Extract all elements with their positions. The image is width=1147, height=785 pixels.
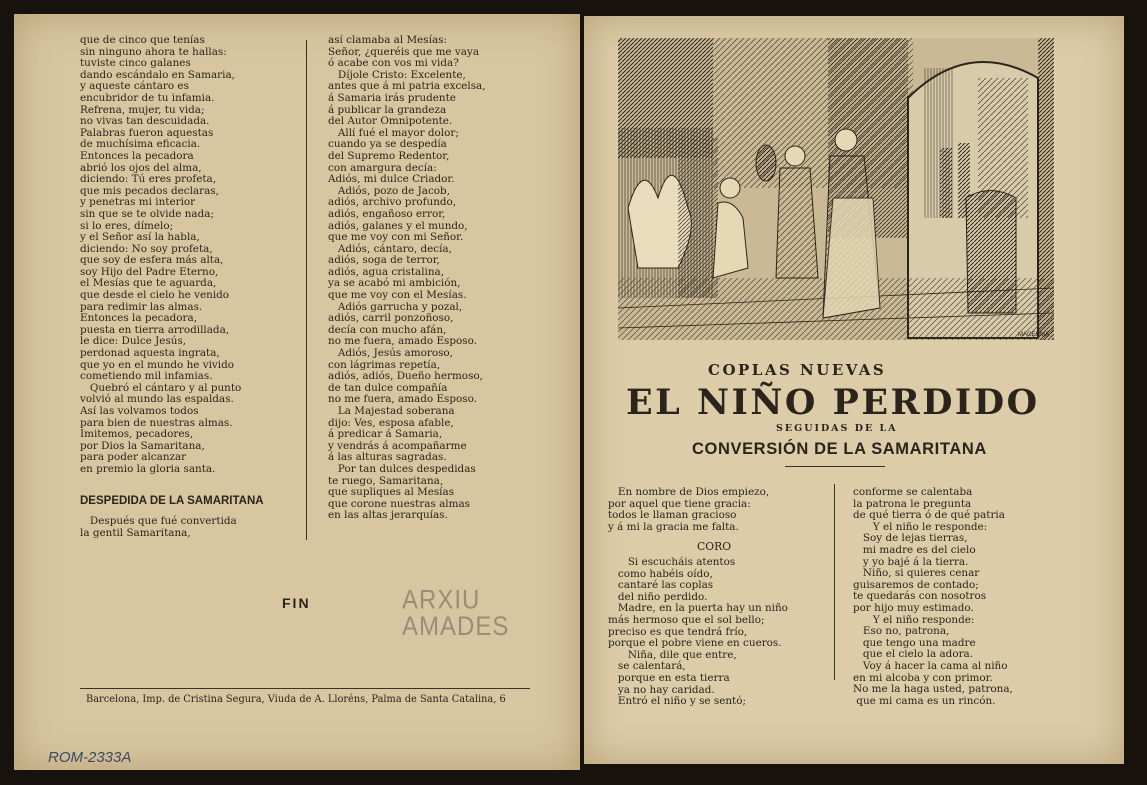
verse-line: conforme se calentaba — [853, 486, 973, 498]
coro-label: CORO — [697, 540, 732, 553]
verse-line: que tengo una madre — [853, 636, 976, 649]
verse-line: encubridor de tu infamia. — [80, 91, 215, 104]
verse-line: y penetras mi interior — [80, 196, 196, 209]
imprint-line: Barcelona, Imp. de Cristina Segura, Viuda de A. Lloréns, Palma de Santa Catalina, 6 — [86, 694, 506, 705]
verse-line: por hijo muy estimado. — [853, 601, 974, 614]
verse-line: para redimir las almas. — [80, 300, 203, 313]
verse-line: No me la haga usted, patrona, — [853, 683, 1013, 696]
verse-line: perdonad aquesta ingrata, — [80, 347, 220, 360]
verse-line: mi madre es del cielo — [853, 543, 976, 556]
verse-line: con lágrimas repetía, — [328, 358, 441, 371]
verse-line: Adiós, Jesús amoroso, — [328, 347, 453, 360]
verse-line: para poder alcanzar — [80, 451, 187, 464]
verse-line: adiós, archivo profundo, — [328, 196, 457, 209]
verse-line: más hermoso que el sol bello; — [608, 613, 765, 626]
verse-line: que corone nuestras almas — [328, 497, 470, 510]
illustration-signature: MAGENMA — [1018, 332, 1050, 338]
verse-line: todos le llaman gracioso — [608, 509, 737, 522]
verse-line: decía con mucho afán, — [328, 323, 447, 336]
verse-line: dando escándalo en Samaria, — [80, 68, 235, 81]
verse-line: Entonces la pecadora — [80, 149, 194, 162]
verse-line: adiós, agua cristalina, — [328, 265, 445, 278]
right-column-divider — [834, 484, 835, 680]
title-top: COPLAS NUEVAS — [708, 361, 887, 379]
title-sub: SEGUIDAS DE LA — [776, 423, 898, 434]
verse-line: con amargura decía: — [328, 161, 437, 174]
verse-line: en mi alcoba y con primor. — [853, 671, 993, 684]
verse-line: Voy á hacer la cama al niño — [853, 659, 1008, 672]
verse-line: no vivas tan descuidada. — [80, 115, 210, 128]
verse-line: el Mesías que te aguarda, — [80, 277, 217, 290]
verse-line: Y el niño responde: — [853, 613, 975, 626]
archive-stamp: ARXIU AMADES — [402, 585, 510, 642]
right-column-2 — [853, 487, 1013, 707]
verse-line: que mi cama es un rincón. — [853, 694, 996, 707]
verse-line: por Dios la Samaritana, — [80, 439, 205, 452]
verse-line: que de cinco que tenías — [80, 34, 205, 46]
verse-line: adiós, soga de terror, — [328, 254, 440, 267]
verse-line: soy Hijo del Padre Eterno, — [80, 265, 219, 278]
verse-line: de qué tierra ó de qué patria — [853, 509, 1005, 522]
verse-line: como habéis oído, — [608, 567, 713, 580]
verse-line: Después que fué convertida — [80, 515, 237, 527]
verse-line: diciendo: Tú eres profeta, — [80, 173, 217, 186]
verse-line: Quebró el cántaro y al punto — [80, 381, 242, 394]
verse-line: te ruego, Samaritana, — [328, 474, 444, 487]
woodcut-illustration — [618, 38, 1054, 340]
verse-line: adiós, adiós, Dueño hermoso, — [328, 370, 483, 383]
verse-line: dijo: Ves, esposa afable, — [328, 416, 454, 429]
fin-label: FIN — [282, 595, 311, 611]
verse-line: Eso no, patrona, — [853, 625, 950, 638]
verse-line: de muchísima eficacia. — [80, 138, 201, 151]
verse-line: se calentará, — [608, 660, 686, 673]
verse-line: cantaré las coplas — [608, 579, 714, 592]
verse-line: cuando ya se despedía — [328, 138, 447, 151]
left-column-1 — [80, 35, 241, 476]
verse-line: Allí fué el mayor dolor; — [328, 126, 459, 139]
verse-line: no me fuera, amado Esposo. — [328, 393, 477, 406]
verse-line: tuviste cinco galanes — [80, 57, 191, 70]
verse-line: puesta en tierra arrodillada, — [80, 323, 230, 336]
verse-line: en las altas jerarquías. — [328, 509, 448, 522]
verse-line: que mis pecados declaras, — [80, 184, 219, 197]
verse-line: y el Señor así la habla, — [80, 231, 200, 244]
verse-line: Palabras fueron aquestas — [80, 126, 214, 139]
verse-line: que me voy con el Mesías. — [328, 289, 467, 302]
verse-line: á Samaria irás prudente — [328, 91, 456, 104]
left-column-2 — [328, 35, 486, 522]
verse-line: Señor, ¿queréis que me vaya — [328, 45, 480, 58]
verse-line: porque el pobre viene en cueros. — [608, 637, 782, 650]
verse-line: Y el niño le responde: — [853, 520, 988, 533]
title-main: EL NIÑO PERDIDO — [626, 382, 1040, 423]
verse-line: Adiós, pozo de Jacob, — [328, 184, 451, 197]
verse-line: si lo eres, dímelo; — [80, 219, 174, 232]
verse-line: le dice: Dulce Jesús, — [80, 335, 187, 348]
verse-line: sin ninguno ahora te hallas: — [80, 45, 227, 58]
title-bottom: CONVERSIÓN DE LA SAMARITANA — [692, 440, 987, 458]
verse-line: y aqueste cántaro es — [80, 80, 189, 93]
verse-line: y yo bajé á la tierra. — [853, 555, 969, 568]
verse-line: del Supremo Redentor, — [328, 149, 450, 162]
verse-line: Madre, en la puerta hay un niño — [608, 602, 788, 615]
verse-line: te quedarás con nosotros — [853, 590, 987, 603]
verse-line: Adiós, cántaro, decía, — [328, 242, 452, 255]
verse-line: En nombre de Dios empiezo, — [608, 486, 770, 498]
despedida-lines — [80, 516, 237, 539]
verse-line: cometiendo mil infamias. — [80, 370, 213, 383]
verse-line: adiós, engañoso error, — [328, 207, 446, 220]
verse-line: no me fuera, amado Esposo. — [328, 335, 477, 348]
verse-line: Niño, si quieres cenar — [853, 567, 980, 580]
verse-line: en premio la gloria santa. — [80, 462, 216, 475]
verse-line: del Autor Omnipotente. — [328, 115, 453, 128]
verse-line: Si escucháis atentos — [608, 556, 736, 568]
verse-line: preciso es que tendrá frío, — [608, 625, 748, 638]
verse-line: volvió al mundo las espaldas. — [80, 393, 234, 406]
verse-line: ó acabe con vos mi vida? — [328, 57, 459, 70]
verse-line: que el cielo la adora. — [853, 648, 974, 661]
verse-line: la gentil Samaritana, — [80, 526, 191, 539]
verse-line: del niño perdido. — [608, 590, 708, 603]
verse-line: Díjole Cristo: Excelente, — [328, 68, 466, 81]
verse-line: á predicar á Samaria, — [328, 428, 443, 441]
verse-line: que desde el cielo he venido — [80, 289, 230, 302]
column-divider — [306, 40, 307, 540]
verse-line: antes que á mi patria excelsa, — [328, 80, 486, 93]
verse-line: Niña, dile que entre, — [608, 648, 737, 661]
verse-line: Entonces la pecadora, — [80, 312, 198, 325]
verse-line: Soy de lejas tierras, — [853, 532, 968, 545]
verse-line: Entró el niño y se sentó; — [608, 695, 746, 708]
verse-line: y á mi la gracia me falta. — [608, 520, 739, 533]
title-rule — [785, 466, 885, 467]
verse-line: que me voy con mi Señor. — [328, 231, 464, 244]
verse-line: la patrona le pregunta — [853, 497, 972, 510]
verse-line: y vendrás á acompañarme — [328, 439, 467, 452]
verse-line: que supliques al Mesías — [328, 486, 455, 499]
verse-line: ya no hay caridad. — [608, 683, 715, 696]
verse-line: Imitemos, pecadores, — [80, 428, 194, 441]
verse-line: así clamaba al Mesías: — [328, 34, 447, 46]
verse-line: guisaremos de contado; — [853, 578, 979, 591]
imprint-rule — [80, 688, 530, 689]
verse-line: Así las volvamos todos — [80, 405, 199, 417]
verse-line: Adiós, mi dulce Criador. — [328, 173, 455, 186]
archive-code: ROM-2333A — [48, 749, 132, 766]
verse-line: para bien de nuestras almas. — [80, 416, 233, 429]
right-column-1b — [608, 557, 788, 708]
right-column-1 — [608, 487, 769, 533]
verse-line: por aquel que tiene gracia: — [608, 497, 751, 510]
verse-line: diciendo: No soy profeta, — [80, 242, 213, 255]
verse-line: Refrena, mujer, tu vida; — [80, 103, 205, 116]
verse-line: abrió los ojos del alma, — [80, 161, 202, 174]
verse-line: ya se acabó mi ambición, — [328, 277, 461, 290]
verse-line: que yo en el mundo he vivido — [80, 358, 235, 371]
verse-line: Adiós garrucha y pozal, — [328, 300, 463, 313]
verse-line: Por tan dulces despedidas — [328, 462, 476, 475]
verse-line: que soy de esfera más alta, — [80, 254, 224, 267]
verse-line: La Majestad soberana — [328, 405, 455, 417]
verse-line: adiós, carril ponzoñoso, — [328, 312, 454, 325]
despedida-heading: DESPEDIDA DE LA SAMARITANA — [80, 495, 264, 507]
verse-line: de tan dulce compañía — [328, 381, 448, 394]
verse-line: á publicar la grandeza — [328, 103, 447, 116]
verse-line: porque en esta tierra — [608, 671, 730, 684]
verse-line: adiós, galanes y el mundo, — [328, 219, 468, 232]
verse-line: sin que se te olvide nada; — [80, 207, 214, 220]
verse-line: á las alturas sagradas. — [328, 451, 447, 464]
